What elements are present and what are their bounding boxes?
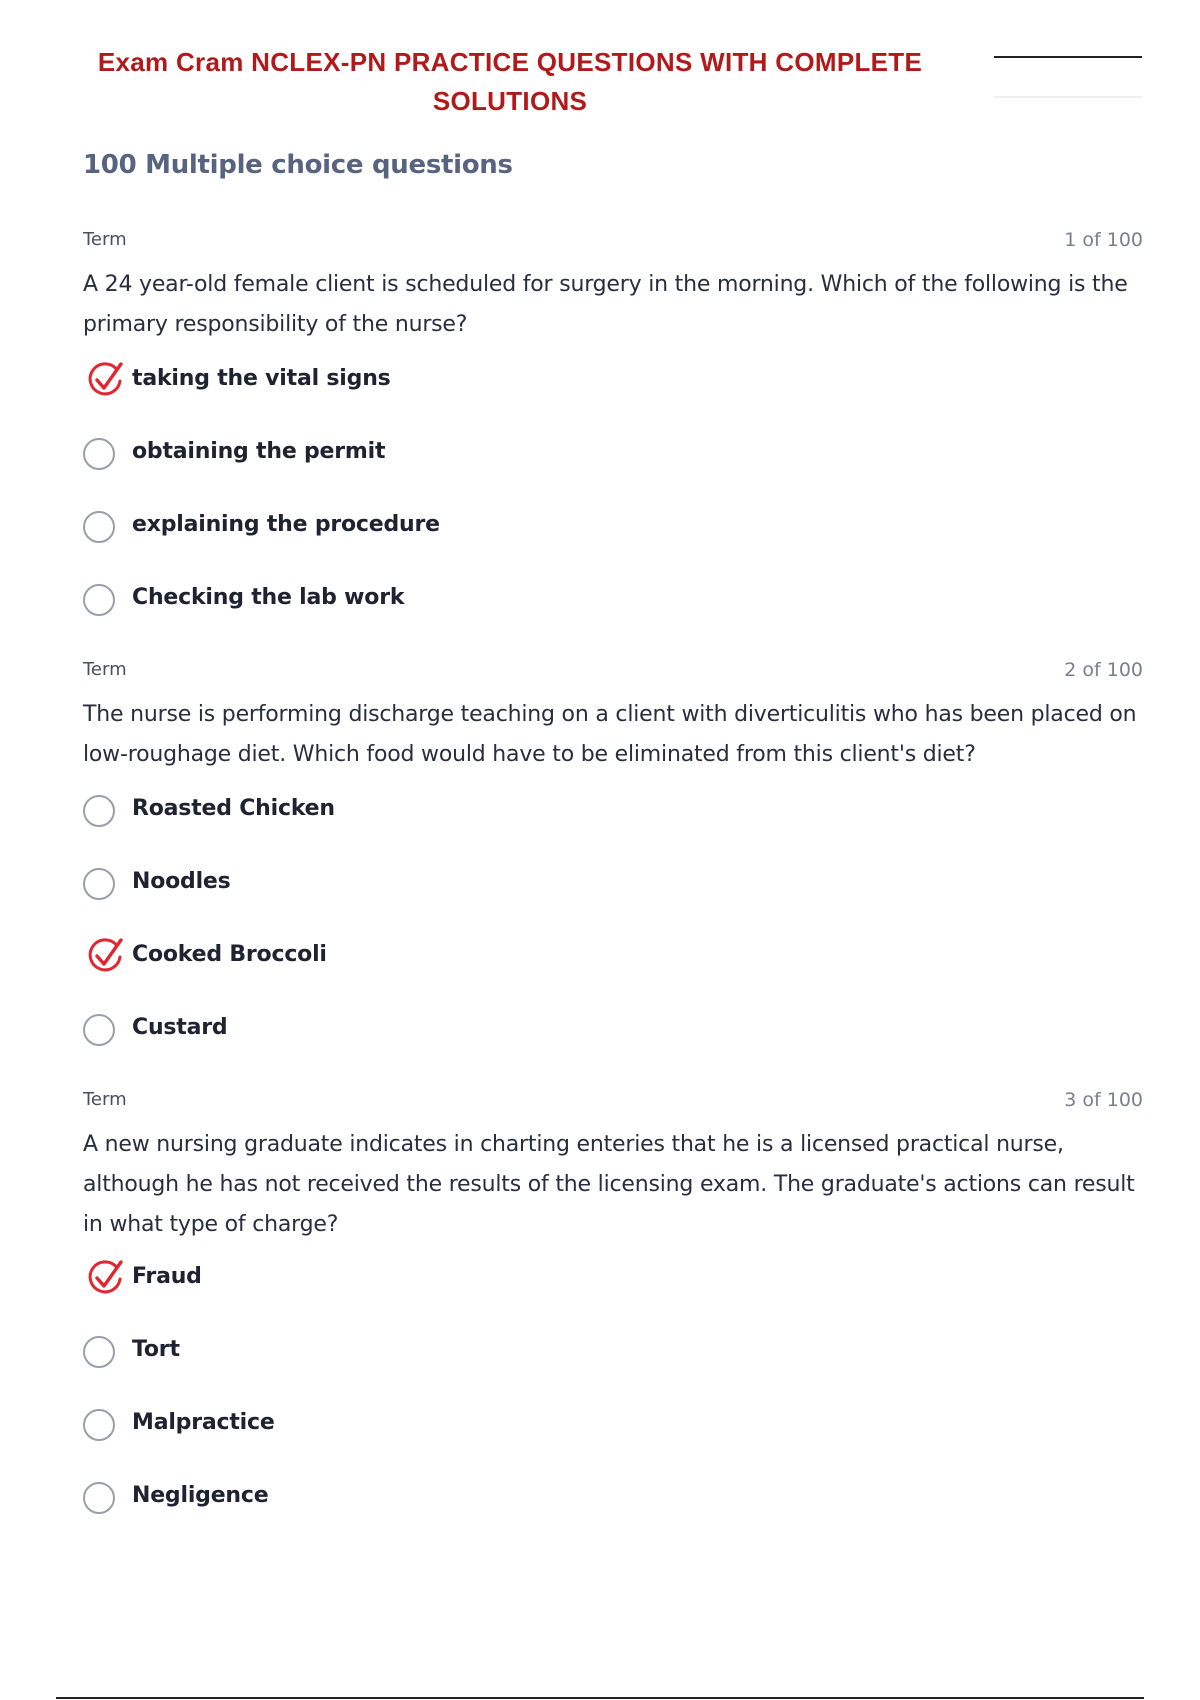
answer-option-label: Malpractice [132,1410,275,1435]
radio-circle-icon [83,1336,115,1368]
question-card-2 [83,659,1143,1081]
answer-option[interactable] [83,862,1143,935]
question-header [83,229,1143,255]
radio-circle-icon [83,584,115,616]
answer-option[interactable] [83,1008,1143,1081]
radio-circle-icon [83,1409,115,1441]
answer-option[interactable] [83,505,1143,578]
radio-circle-icon [83,1482,115,1514]
question-counter: 3 of 100 [1064,1089,1143,1111]
answer-option-label: Fraud [132,1264,202,1289]
radio-circle-icon [83,795,115,827]
answer-option[interactable] [83,789,1143,862]
question-counter: 2 of 100 [1064,659,1143,681]
answer-option-label: Noodles [132,869,231,894]
answer-option[interactable] [83,578,1143,651]
answer-option-label: Roasted Chicken [132,796,335,821]
answer-option-label: Checking the lab work [132,585,405,610]
answer-option-label: obtaining the permit [132,439,386,464]
radio-circle-icon [83,438,115,470]
answer-options [83,1257,1143,1549]
term-label: Term [83,229,127,250]
question-text: A 24 year-old female client is scheduled for surgery in the morning. Which of the following is the primary responsibility of the nurse? [83,272,1128,337]
title-rule [994,56,1142,58]
answer-option[interactable] [83,1257,1143,1330]
question-card-1 [83,229,1143,651]
answer-option-label: Custard [132,1015,228,1040]
answer-option-label: explaining the procedure [132,512,440,537]
answer-option-label: taking the vital signs [132,366,391,391]
answer-option[interactable] [83,1476,1143,1549]
answer-option-label: Negligence [132,1483,269,1508]
term-label: Term [83,659,127,680]
answer-option[interactable] [83,432,1143,505]
answer-options [83,789,1143,1081]
selected-check-icon [85,935,127,977]
footer-rule [56,1697,1144,1699]
question-header [83,1089,1143,1115]
radio-circle-icon [83,1014,115,1046]
term-label: Term [83,1089,127,1110]
answer-option-label: Tort [132,1337,180,1362]
answer-option[interactable] [83,935,1143,1008]
selected-check-icon [85,1257,127,1299]
radio-circle-icon [83,511,115,543]
radio-circle-icon [83,868,115,900]
selected-check-icon [85,359,127,401]
answer-option[interactable] [83,359,1143,432]
question-card-3 [83,1089,1143,1549]
title-rule-faint [994,96,1142,98]
answer-option[interactable] [83,1403,1143,1476]
question-counter: 1 of 100 [1064,229,1143,251]
question-text: The nurse is performing discharge teaching on a client with diverticulitis who has been placed on low-roughage diet. Which food would have to be eliminated from this client's diet? [83,702,1137,767]
answer-option[interactable] [83,1330,1143,1403]
answer-option-label: Cooked Broccoli [132,942,327,967]
question-header [83,659,1143,685]
question-text: A new nursing graduate indicates in charting enteries that he is a licensed practical nurse, although he has not received the results of the licensing exam. The graduate's actions can result in what type of charge? [83,1132,1135,1237]
document-title: Exam Cram NCLEX-PN PRACTICE QUESTIONS WITH COMPLETE SOLUTIONS [97,47,923,117]
answer-options [83,359,1143,651]
section-heading: 100 Multiple choice questions [83,150,513,180]
